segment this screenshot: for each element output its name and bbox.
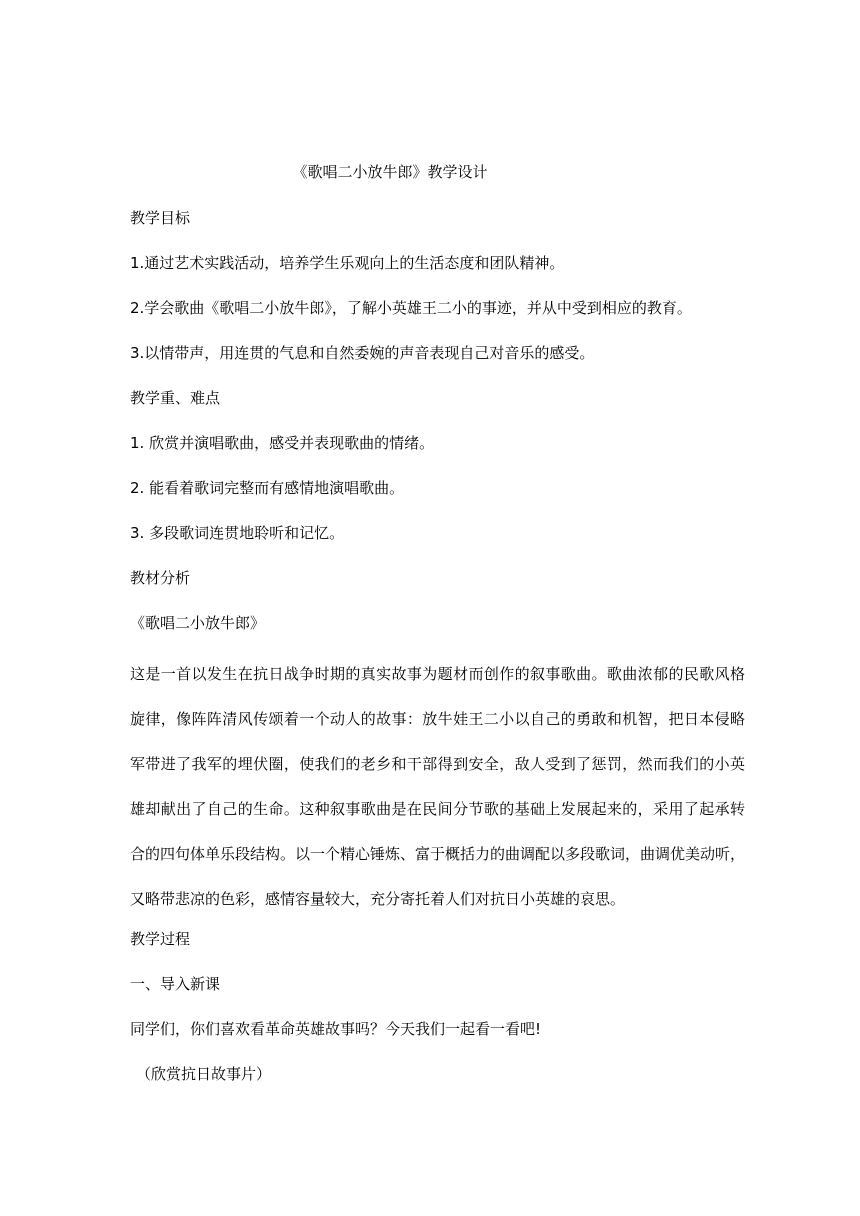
analysis-paragraph-line: 军带进了我军的埋伏圈，使我们的老乡和干部得到安全，敌人受到了惩罚，然而我们的小英 — [130, 755, 745, 773]
analysis-paragraph-line: 又略带悲凉的色彩，感情容量较大，充分寄托着人们对抗日小英雄的哀思。 — [130, 890, 626, 908]
goal-item-2: 2.学会歌曲《歌唱二小放牛郎》，了解小英雄王二小的事迹，并从中受到相应的教育。 — [130, 299, 692, 317]
goal-item-1: 1.通过艺术实践活动，培养学生乐观向上的生活态度和团队精神。 — [130, 254, 565, 272]
analysis-paragraph-line: 这是一首以发生在抗日战争时期的真实故事为题材而创作的叙事歌曲。歌曲浓郁的民歌风格 — [130, 665, 745, 683]
process-step-1-text: 同学们，你们喜欢看革命英雄故事吗？今天我们一起看一看吧! — [130, 1020, 542, 1038]
analysis-paragraph — [130, 652, 745, 922]
analysis-paragraph-line: 合的四句体单乐段结构。以一个精心锤炼、富于概括力的曲调配以多段歌词，曲调优美动听， — [130, 845, 746, 863]
goals-heading: 教学目标 — [130, 209, 191, 227]
document-title: 《歌唱二小放牛郎》教学设计 — [292, 163, 488, 181]
analysis-paragraph-line: 雄却献出了自己的生命。这种叙事歌曲是在民间分节歌的基础上发展起来的，采用了起承转 — [130, 800, 745, 818]
key-point-item-3: 3. 多段歌词连贯地聆听和记忆。 — [130, 524, 345, 542]
process-step-1-heading: 一、导入新课 — [130, 975, 221, 993]
key-points-heading: 教学重、难点 — [130, 389, 221, 407]
analysis-paragraph-line: 旋律，像阵阵清风传颂着一个动人的故事：放牛娃王二小以自己的勇敢和机智，把日本侵略 — [130, 710, 745, 728]
process-step-1-note: （欣赏抗日故事片） — [136, 1065, 272, 1083]
key-point-item-2: 2. 能看着歌词完整而有感情地演唱歌曲。 — [130, 479, 405, 497]
process-heading: 教学过程 — [130, 930, 191, 948]
goal-item-3: 3.以情带声，用连贯的气息和自然委婉的声音表现自己对音乐的感受。 — [130, 344, 595, 362]
analysis-heading: 教材分析 — [130, 569, 191, 587]
key-point-item-1: 1. 欣赏并演唱歌曲，感受并表现歌曲的情绪。 — [130, 434, 435, 452]
analysis-song-title: 《歌唱二小放牛郎》 — [130, 614, 266, 632]
